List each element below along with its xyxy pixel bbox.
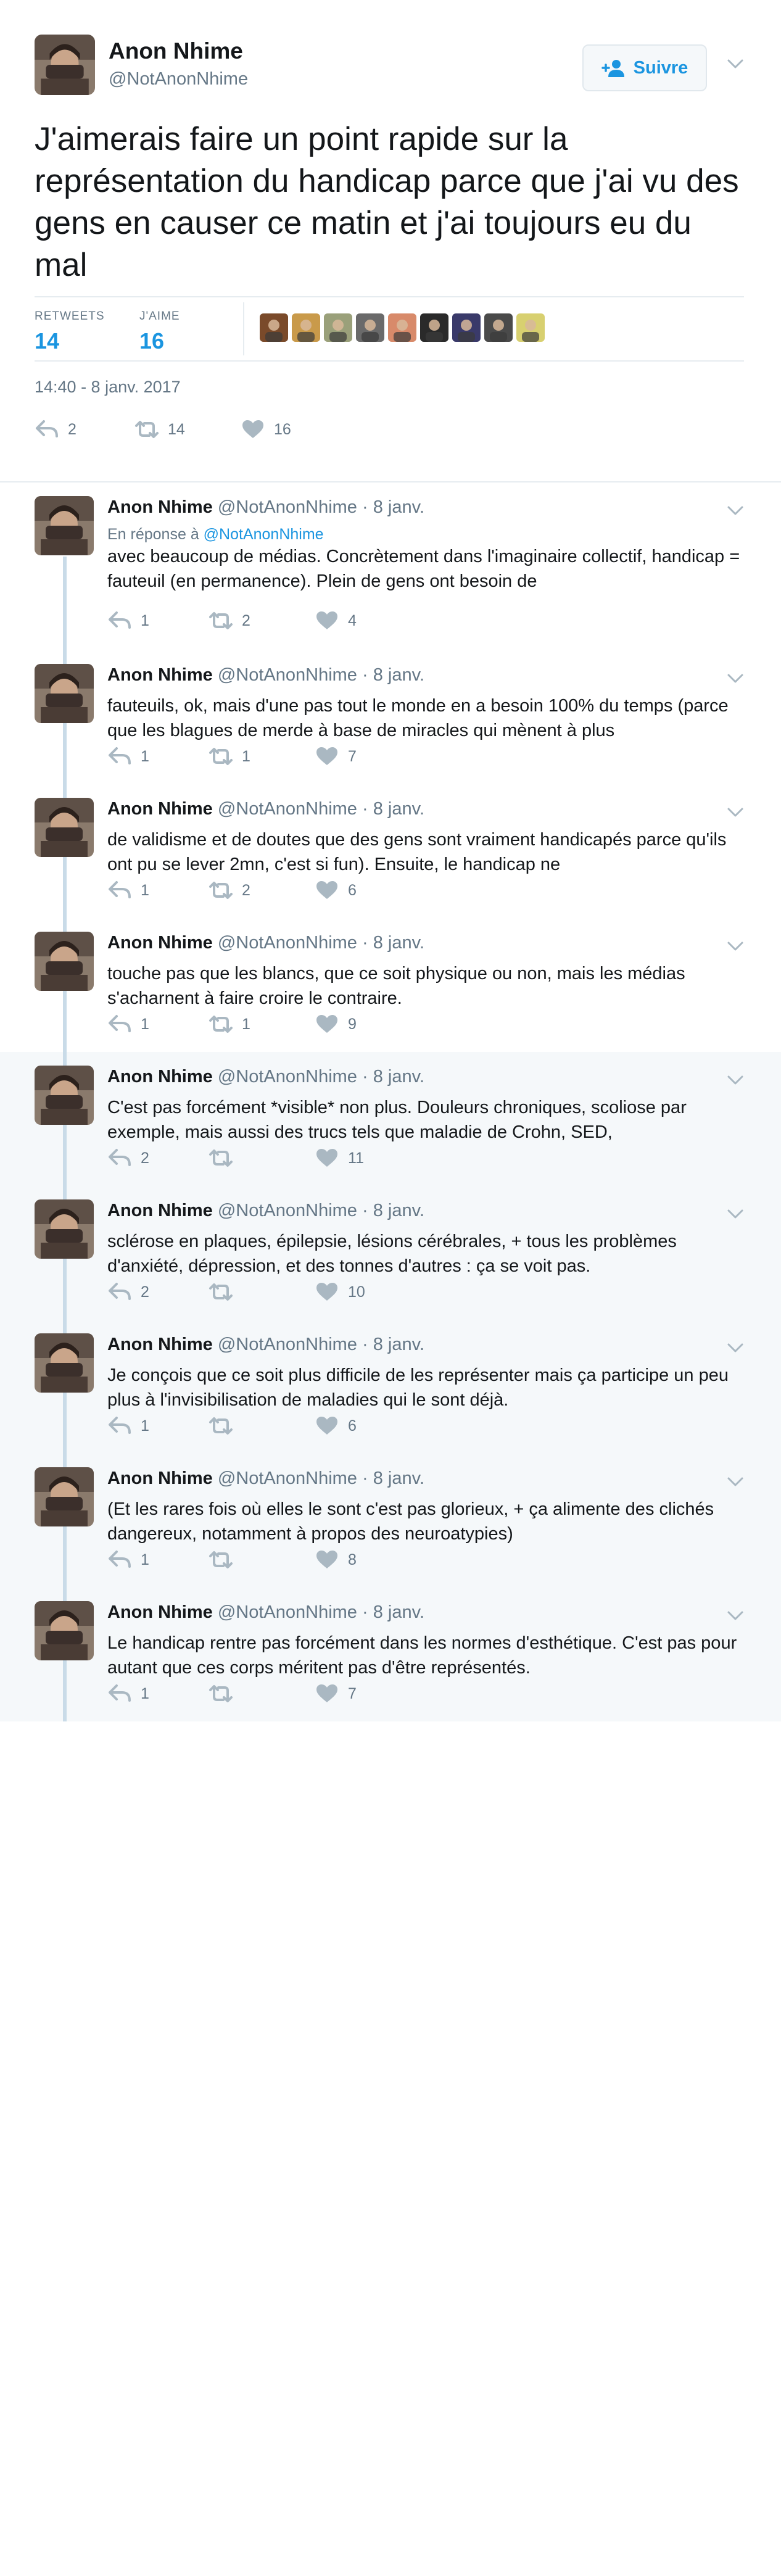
heart-icon [315,1683,339,1704]
tweet-date[interactable]: 8 janv. [373,1602,425,1622]
retweet-button[interactable] [209,1412,242,1439]
separator-dot: · [357,497,373,517]
tweet-header [107,665,424,685]
retweet-icon [209,880,233,901]
chevron-down-icon[interactable] [727,673,744,685]
user-handle[interactable]: @NotAnonNhime [217,1468,357,1488]
reply-button[interactable] [107,877,149,904]
like-button[interactable] [315,743,357,770]
retweet-icon [209,746,233,767]
display-name[interactable]: Anon Nhime [107,1201,213,1220]
tweet-actions [107,1546,477,1573]
reply-count: 1 [141,1417,149,1435]
separator-dot: · [357,933,373,953]
tweet-date[interactable]: 8 janv. [373,1468,425,1488]
like-count: 10 [348,1283,365,1301]
heart-icon [315,610,339,631]
tweet-actions [107,1011,477,1038]
display-name[interactable]: Anon Nhime [107,1468,213,1488]
reply-button[interactable] [107,607,149,634]
user-handle[interactable]: @NotAnonNhime [217,1201,357,1220]
reply-tweet[interactable] [0,1320,781,1454]
reply-count: 1 [141,1551,149,1568]
avatar[interactable] [35,1601,94,1660]
reply-count: 1 [141,611,149,629]
reply-to-link[interactable]: @NotAnonNhime [203,526,324,543]
reply-count: 2 [141,1149,149,1167]
display-name[interactable]: Anon Nhime [107,1067,213,1087]
display-name[interactable]: Anon Nhime [107,497,213,517]
user-handle[interactable]: @NotAnonNhime [217,1335,357,1354]
tweet-actions [107,743,477,770]
like-count: 8 [348,1551,357,1568]
tweet-date[interactable]: 8 janv. [373,665,425,685]
retweet-icon [209,1415,233,1436]
like-button[interactable] [315,877,357,904]
retweet-icon [209,1683,233,1704]
avatar[interactable] [35,1467,94,1526]
retweet-button[interactable] [209,1680,242,1707]
stats-separator [243,302,244,355]
separator-dot: · [357,1602,373,1622]
avatar[interactable] [35,35,95,95]
retweet-count: 2 [242,611,250,629]
like-button[interactable] [315,1011,357,1038]
user-handle[interactable]: @NotAnonNhime [217,933,357,953]
like-count: 16 [274,420,291,438]
tweet-text: Je conçois que ce soit plus difficile de les représenter mais ça participe un peu plus à l'invisibilisation de maladies qui le sont déjà. [107,1365,729,1410]
tweet-header [107,799,424,819]
add-user-icon [601,59,626,77]
reply-count: 2 [141,1283,149,1301]
user-handle[interactable]: @NotAnonNhime [217,799,357,819]
retweet-icon [134,419,159,440]
display-name[interactable]: Anon Nhime [107,933,213,953]
retweet-count: 14 [168,420,185,438]
tweet-text: touche pas que les blancs, que ce soit physique ou non, mais les médias s'acharnent à faire croire le contraire. [107,964,685,1008]
reply-button[interactable] [107,1145,149,1172]
retweet-icon [209,1014,233,1035]
avatar[interactable] [35,496,94,555]
tweet-text: C'est pas forcément *visible* non plus. Douleurs chroniques, scoliose par exemple, mais aussi des trucs tels que maladie de Crohn, SED, [107,1098,687,1142]
like-button[interactable] [315,1278,365,1306]
reply-tweet[interactable] [0,1186,781,1320]
retweet-icon [209,1282,233,1302]
likes-stat[interactable] [139,310,180,354]
like-count: 7 [348,747,357,765]
tweet-text: sclérose en plaques, épilepsie, lésions cérébrales, + tous les problèmes d'anxiété, dépression, et des tonnes d'autres : ça se voit pas. [107,1232,677,1276]
tweet-text: de validisme et de doutes que des gens sont vraiment handicapés parce qu'ils ont pu se lever 2mn, c'est si fun). Ensuite, le handicap ne [107,830,727,874]
tweet-header [107,497,424,518]
user-handle[interactable]: @NotAnonNhime [217,665,357,685]
liker-avatar[interactable] [356,313,384,342]
thread-line [63,557,67,650]
retweets-label: RETWEETS [35,310,105,323]
reply-icon [107,1683,132,1704]
tweet-header [107,1468,424,1489]
reply-tweet[interactable] [0,482,781,650]
reply-button[interactable] [107,1278,149,1306]
retweet-button[interactable] [209,1546,242,1573]
reply-button[interactable] [107,1680,149,1707]
heart-icon [241,419,265,440]
heart-icon [315,1014,339,1035]
reply-icon [107,1549,132,1570]
follow-button[interactable] [582,44,707,91]
separator-dot: · [357,799,373,819]
separator-dot: · [357,1201,373,1220]
reply-count: 1 [141,747,149,765]
chevron-down-icon[interactable] [727,1208,744,1220]
reply-tweet[interactable] [0,918,781,1052]
liker-avatar[interactable] [420,313,448,342]
liker-avatar[interactable] [324,313,352,342]
tweet-text: fauteuils, ok, mais d'une pas tout le monde en a besoin 100% du temps (parce que les blagues de merde à base de miracles qui mènent à plus [107,696,729,740]
chevron-down-icon[interactable] [727,940,744,953]
chevron-down-icon[interactable] [727,1342,744,1354]
like-count: 7 [348,1684,357,1702]
reply-button[interactable] [107,743,149,770]
tweet-stats [35,296,744,362]
tweet-header [107,1201,424,1221]
heart-icon [315,1282,339,1302]
tweet-date[interactable]: 8 janv. [373,1201,425,1220]
likes-label: J'AIME [139,310,180,323]
like-count: 11 [348,1149,364,1167]
chevron-down-icon[interactable] [727,806,744,819]
tweet-header [107,1335,424,1355]
heart-icon [315,1148,339,1169]
liker-avatar[interactable] [484,313,513,342]
reply-icon [107,1014,132,1035]
reply-button[interactable] [107,1011,149,1038]
avatar[interactable] [35,1333,94,1393]
reply-icon [107,746,132,767]
like-count: 6 [348,881,357,899]
retweet-button[interactable] [209,607,250,634]
tweet-actions [107,1145,477,1172]
liker-avatar[interactable] [516,313,545,342]
like-button[interactable] [315,1680,357,1707]
chevron-down-icon[interactable] [727,1476,744,1488]
retweet-button[interactable] [209,743,250,770]
liker-avatar[interactable] [292,313,320,342]
tweet-actions [107,1412,477,1439]
avatar[interactable] [35,932,94,991]
like-count: 9 [348,1015,357,1033]
retweet-count: 2 [242,881,250,899]
reply-button[interactable] [107,1412,149,1439]
main-tweet [0,0,781,482]
reply-button[interactable] [35,416,76,443]
retweet-button[interactable] [209,1278,242,1306]
liker-avatar[interactable] [260,313,288,342]
tweet-date[interactable]: 8 janv. [373,933,425,953]
user-handle[interactable]: @NotAnonNhime [217,1067,357,1087]
chevron-down-icon[interactable] [727,505,744,517]
separator-dot: · [357,665,373,685]
retweet-count: 1 [242,747,250,765]
user-handle[interactable]: @NotAnonNhime [217,1602,357,1622]
like-button[interactable] [315,1412,357,1439]
avatar[interactable] [35,1199,94,1259]
tweet-actions [107,1278,477,1306]
tweet-date[interactable]: 8 janv. [373,1335,425,1354]
display-name[interactable]: Anon Nhime [107,1335,213,1354]
display-name[interactable]: Anon Nhime [109,38,243,64]
avatar[interactable] [35,664,94,723]
retweets-count: 14 [35,328,60,354]
retweet-button[interactable] [209,1145,242,1172]
separator-dot: · [357,1067,373,1087]
reply-tweet[interactable] [0,1588,781,1721]
like-count: 4 [348,611,357,629]
reply-count: 2 [68,420,76,438]
tweet-text: Le handicap rentre pas forcément dans les normes d'esthétique. C'est pas pour autant que ces corps méritent pas d'être représentés. [107,1633,737,1678]
avatar[interactable] [35,798,94,857]
tweet-timestamp[interactable]: 14:40 - 8 janv. 2017 [35,378,181,396]
separator-dot: · [357,1335,373,1354]
liker-avatar[interactable] [452,313,481,342]
chevron-down-icon[interactable] [727,58,744,70]
user-handle[interactable]: @NotAnonNhime [217,497,357,517]
tweet-header [107,1067,424,1087]
retweet-stat[interactable] [35,310,105,354]
reply-tweet[interactable] [0,784,781,918]
avatar[interactable] [35,1066,94,1125]
tweet-date[interactable]: 8 janv. [373,799,425,819]
heart-icon [315,880,339,901]
retweet-icon [209,1549,233,1570]
tweet-actions [107,607,477,634]
display-name[interactable]: Anon Nhime [107,665,213,685]
reply-icon [107,1148,132,1169]
tweet-actions [35,416,405,443]
reply-icon [35,419,59,440]
reply-count: 1 [141,881,149,899]
reply-count: 1 [141,1684,149,1702]
reply-tweet[interactable] [0,1052,781,1186]
reply-icon [107,880,132,901]
reply-prefix: En réponse à [107,526,199,543]
follow-label: Suivre [633,57,688,78]
heart-icon [315,1549,339,1570]
reply-icon [107,610,132,631]
tweet-header [107,1602,424,1623]
like-button[interactable] [315,607,357,634]
reply-button[interactable] [107,1546,149,1573]
retweet-button[interactable] [209,1011,250,1038]
like-count: 6 [348,1417,357,1435]
likes-count: 16 [139,328,165,354]
reply-icon [107,1282,132,1302]
tweet-date[interactable]: 8 janv. [373,1067,425,1087]
chevron-down-icon[interactable] [727,1074,744,1087]
display-name[interactable]: Anon Nhime [107,799,213,819]
user-handle[interactable]: @NotAnonNhime [109,69,249,89]
reply-tweet[interactable] [0,650,781,784]
tweet-date[interactable]: 8 janv. [373,497,425,517]
like-button[interactable] [241,416,291,443]
chevron-down-icon[interactable] [727,1610,744,1622]
display-name[interactable]: Anon Nhime [107,1602,213,1622]
like-button[interactable] [315,1145,364,1172]
separator-dot: · [357,1468,373,1488]
heart-icon [315,1415,339,1436]
heart-icon [315,746,339,767]
reply-tweet[interactable] [0,1454,781,1588]
retweet-button[interactable] [134,416,185,443]
tweet-text: avec beaucoup de médias. Concrètement dans l'imaginaire collectif, handicap = fauteuil (en permanence). Plein de gens ont besoin de [107,547,740,591]
tweet-text: J'aimerais faire un point rapide sur la représentation du handicap parce que j'ai vu des gens en causer ce matin et j'ai toujours eu du mal [35,121,739,283]
tweet-actions [107,877,477,904]
retweet-count: 1 [242,1015,250,1033]
in-reply-to [107,526,324,544]
reply-count: 1 [141,1015,149,1033]
retweet-icon [209,610,233,631]
retweet-icon [209,1148,233,1169]
tweet-actions [107,1680,477,1707]
retweet-button[interactable] [209,877,250,904]
reply-icon [107,1415,132,1436]
tweet-header [107,933,424,953]
tweet-text: (Et les rares fois où elles le sont c'est pas glorieux, + ça alimente des clichés dangereux, notamment à propos des neuroatypies) [107,1499,714,1544]
like-button[interactable] [315,1546,357,1573]
liker-avatar[interactable] [388,313,416,342]
